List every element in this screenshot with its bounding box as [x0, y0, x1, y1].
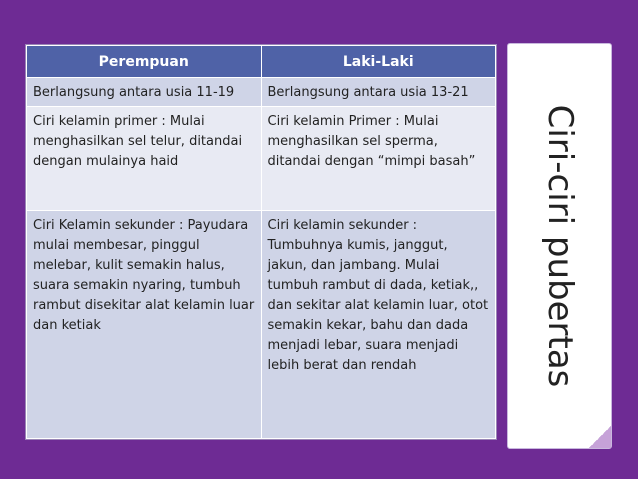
- side-title-card: [508, 44, 611, 448]
- cell-laki-usia: Berlangsung antara usia 13-21: [261, 78, 496, 107]
- cell-laki-sekunder: Ciri kelamin sekunder : Tumbuhnya kumis, janggut, jakun, dan jambang. Mulai tumbuh rambut di dada, ketiak,, dan sekitar alat kelamin luar, otot semakin kekar, bahu dan dada menjadi lebar, suara menjadi lebih berat dan rendah: [261, 211, 496, 439]
- header-laki-laki: Laki-Laki: [261, 46, 496, 78]
- side-title: Ciri-ciri pubertas: [539, 104, 580, 388]
- table: [26, 45, 496, 439]
- cell-perempuan-primer: Ciri kelamin primer : Mulai menghasilkan sel telur, ditandai dengan mulainya haid: [27, 107, 262, 211]
- puberty-comparison-table: [25, 44, 497, 440]
- table-row: [27, 78, 496, 107]
- table-row: [27, 211, 496, 439]
- header-perempuan: Perempuan: [27, 46, 262, 78]
- table-row: [27, 107, 496, 211]
- cell-perempuan-sekunder: Ciri Kelamin sekunder : Payudara mulai membesar, pinggul melebar, kulit semakin halus, suara semakin nyaring, tumbuh rambut disekitar alat kelamin luar dan ketiak: [27, 211, 262, 439]
- table-header-row: [27, 46, 496, 78]
- page-curl-decoration: [589, 426, 611, 448]
- cell-laki-primer: Ciri kelamin Primer : Mulai menghasilkan sel sperma, ditandai dengan “mimpi basah”: [261, 107, 496, 211]
- cell-perempuan-usia: Berlangsung antara usia 11-19: [27, 78, 262, 107]
